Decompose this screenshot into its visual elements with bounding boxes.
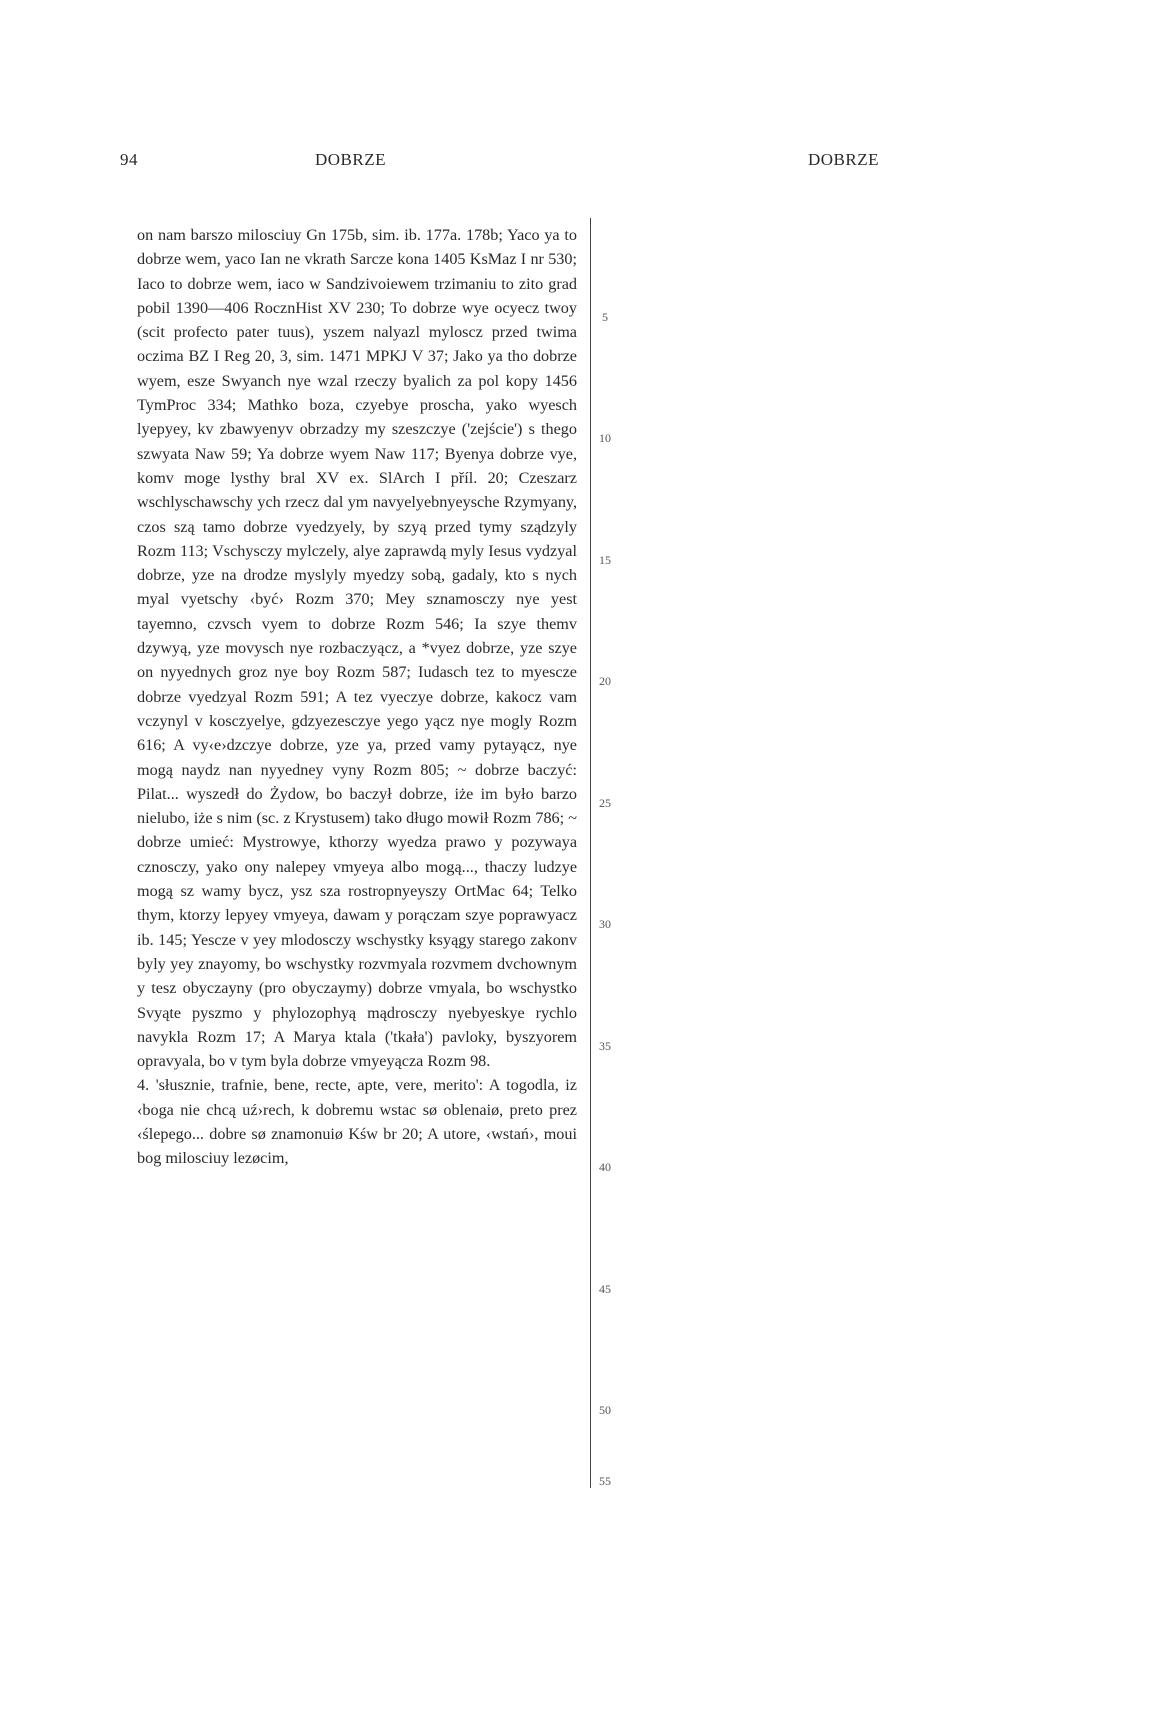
line-number: 5 [602, 310, 608, 324]
line-number: 40 [599, 1160, 611, 1174]
line-number: 25 [599, 796, 611, 810]
line-number: 45 [599, 1282, 611, 1296]
left-column-text: on nam barszo milosciuy Gn 175b, sim. ib. 177a. 178b; Yaco ya to dobrze wem, yaco Ian ne vkrath Sarcze kona 1405 KsMaz I nr 530; Iaco to dobrze wem, iaco w Sandzivoiewem trzimaniu to zito grad pobil 1390—406 RocznHist XV 230; To dobrze wye ocyecz twoy (scit profecto pater tuus), yszem nalyazl myloscz przed twima oczima BZ I Reg 20, 3, sim. 1471 MPKJ V 37; Jako ya tho dobrze wyem, esze Swyanch nye wzal rzeczy byalich za pol kopy 1456 TymProc 334; Mathko boza, czyebye proscha, yako wyesch lyepyey, kv zbawyenyv obrzadzy my szeszczye ('zejście') s thego szwyata Naw 59; Ya dobrze wyem Naw 117; Byenya dobrze vye, komv moge lysthy bral XV ex. SlArch I příl. 20; Czeszarz wschlyschawschy ych rzecz dal ym navyelyebnyeysche Rzymyany, czos szą tamo dobrze vyedzyely, by szyą przed tymy sządzyly Rozm 113; Vschysczy mylczely, alye zaprawdą myly Iesus vydzyal dobrze, yze na drodze myslyly myedzy sobą, gadaly, kto s nych myal vyetschy ‹być› Rozm 370; Mey sznamosczy nye yest tayemno, czvsch vyem to dobrze Rozm 546; Ia szye themv dzywyą, yze movysch nye rozbaczyącz, a *vyez dobrze, yze szye on nyyednych groz nye boy Rozm 587; Iudasch tez to myescze dobrze vyedzyal Rozm 591; A tez vyeczye dobrze, kakocz vam vczynyl v kosczyelye, gdzyezesczye yego yącz nye mogly Rozm 616; A vy‹e›dzczye dobrze, yze ya, przed vamy pytayącz, nye mogą naydz nan nyyedney vyny Rozm 805; ~ dobrze baczyć: Pilat... wyszedł do Żydow, bo baczył dobrze, iże im było barzo nielubo, iże s nim (sc. z Krystusem) tako długo mowił Rozm 786; ~ dobrze umieć: Mystrowye, kthorzy wyedza prawo y pozywaya cznosczy, yako ony nalepey vmyeya albo mogą..., thaczy ludzye mogą sz wamy bycz, ysz sza rostropnyeyszy OrtMac 64; Telko thym, ktorzy lepyey vmyeya, dawam y porączam szye poprawyacz ib. 145; Yescze v yey mlodosczy wschystky ksyągy starego zakonv byly yey znayomy, bo wschystky rozvmyala rozvmem dvchownym y tesz obyczayny (pro obyczaymy) dobrze vmyala, bo wschystko Svyąte pyszmo y phylozophyą mądrosczy nyebyeskye rychlo navykla Rozm 17; A Marya ktala ('tkała') pavloky, byszyorem opravyala, bo v tym byla dobrze vmyeyącza Rozm 98. 4. 'słusznie, trafnie, bene, recte, apte, vere, merito': A togodla, iz ‹boga nie chcą uź›rech, k dobremu wstac sø oblenaiø, preto prez ‹ślepego... dobre sø znamonuiø Kśw br 20; A utore, ‹wstań›, moui bog milosciuy lezøcim, [137, 226, 577, 1168]
line-number: 15 [599, 553, 611, 567]
line-number: 30 [599, 917, 611, 931]
left-running-head: DOBRZE [315, 150, 386, 169]
line-number: 35 [599, 1039, 611, 1053]
line-number: 50 [599, 1403, 611, 1417]
line-number: 10 [599, 431, 611, 445]
line-number: 55 [599, 1474, 611, 1488]
page-number: 94 [120, 150, 138, 169]
column-divider [590, 218, 591, 1488]
right-running-head: DOBRZE [808, 150, 879, 169]
line-number: 20 [599, 674, 611, 688]
